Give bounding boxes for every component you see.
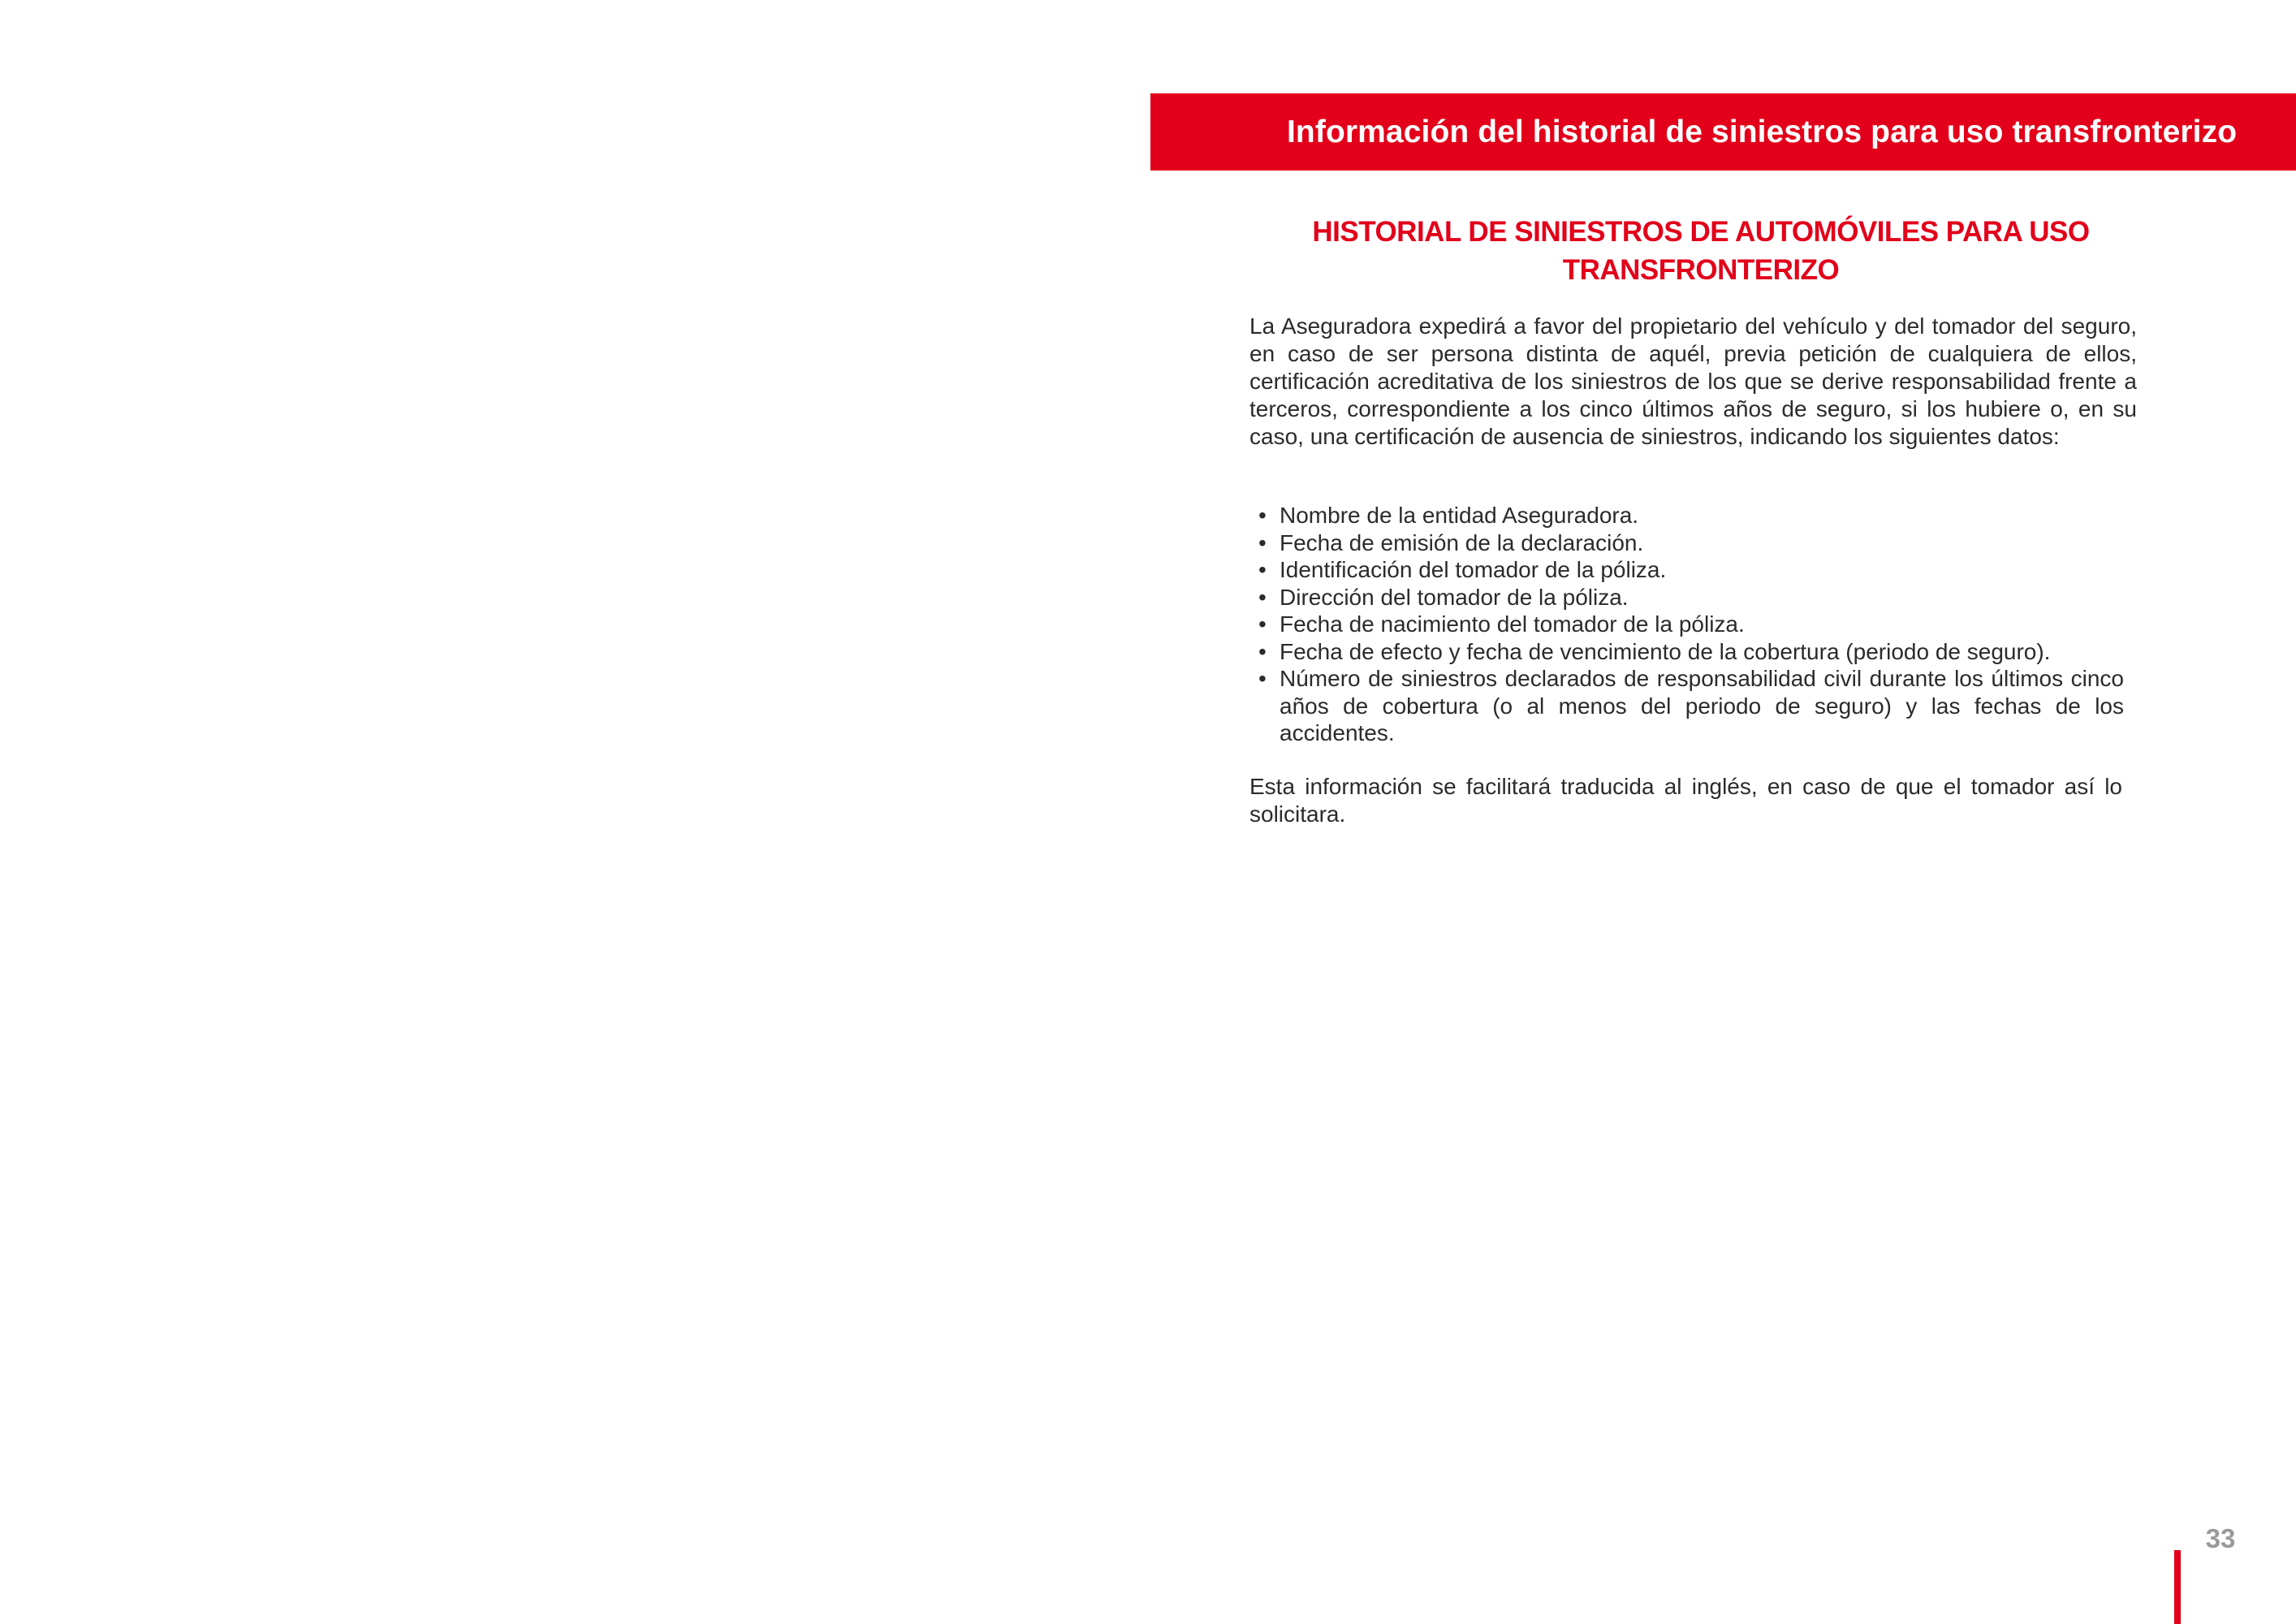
list-item (1258, 502, 2124, 529)
list-item-text: Fecha de nacimiento del tomador de la póliza. (1280, 611, 1745, 637)
list-item (1258, 584, 2124, 611)
bullet-icon: • (1258, 584, 1267, 610)
bullet-icon: • (1258, 638, 1267, 664)
list-item-text: Dirección del tomador de la póliza. (1280, 584, 1629, 610)
list-item-text: Fecha de efecto y fecha de vencimiento de la cobertura (periodo de seguro). (1280, 638, 2051, 664)
section-title-line-1: HISTORIAL DE SINIESTROS DE AUTOMÓVILES PARA USO (1312, 216, 2090, 248)
bullet-icon: • (1258, 529, 1267, 555)
bullet-icon: • (1258, 611, 1267, 637)
list-item-text: Fecha de emisión de la declaración. (1280, 529, 1644, 555)
list-item (1258, 611, 2124, 638)
list-item-text: Nombre de la entidad Aseguradora. (1280, 503, 1639, 528)
closing-paragraph: Esta información se facilitará traducida al inglés, en caso de que el tomador así lo solicitara. (1249, 774, 2122, 827)
list-item (1258, 529, 2124, 557)
bullet-icon: • (1258, 666, 1267, 691)
list-item-text: Número de siniestros declarados de responsabilidad civil durante los últimos cinco años de cobertura (o al menos del periodo de seguro) y las fechas de los accidentes. (1280, 666, 2124, 745)
intro-paragraph: La Aseguradora expedirá a favor del propietario del vehículo y del tomador del seguro, en caso de ser persona distinta de aquél, previa petición de cualquiera de ellos, certificación acreditativa de los siniestros de los que se derive responsabilidad frente a terceros, correspondiente a los cinco últimos años de seguro, si los hubiere o, en su caso, una certificación de ausencia de siniestros, indicando los siguientes datos: (1249, 313, 2137, 449)
list-item (1258, 556, 2124, 584)
list-item (1258, 638, 2124, 666)
section-title (1250, 213, 2151, 289)
data-list (1258, 502, 2124, 747)
header-title: Información del historial de siniestros para uso transfronterizo (1287, 114, 2238, 149)
bullet-icon: • (1258, 557, 1267, 582)
list-item (1258, 665, 2124, 747)
list-item-text: Identificación del tomador de la póliza. (1280, 557, 1667, 582)
page-marker-bar (2174, 1550, 2181, 1624)
header-band (1150, 93, 2296, 171)
bullet-icon: • (1258, 503, 1267, 528)
section-title-line-2: TRANSFRONTERIZO (1562, 254, 1840, 286)
page-number: 33 (2205, 1523, 2236, 1553)
